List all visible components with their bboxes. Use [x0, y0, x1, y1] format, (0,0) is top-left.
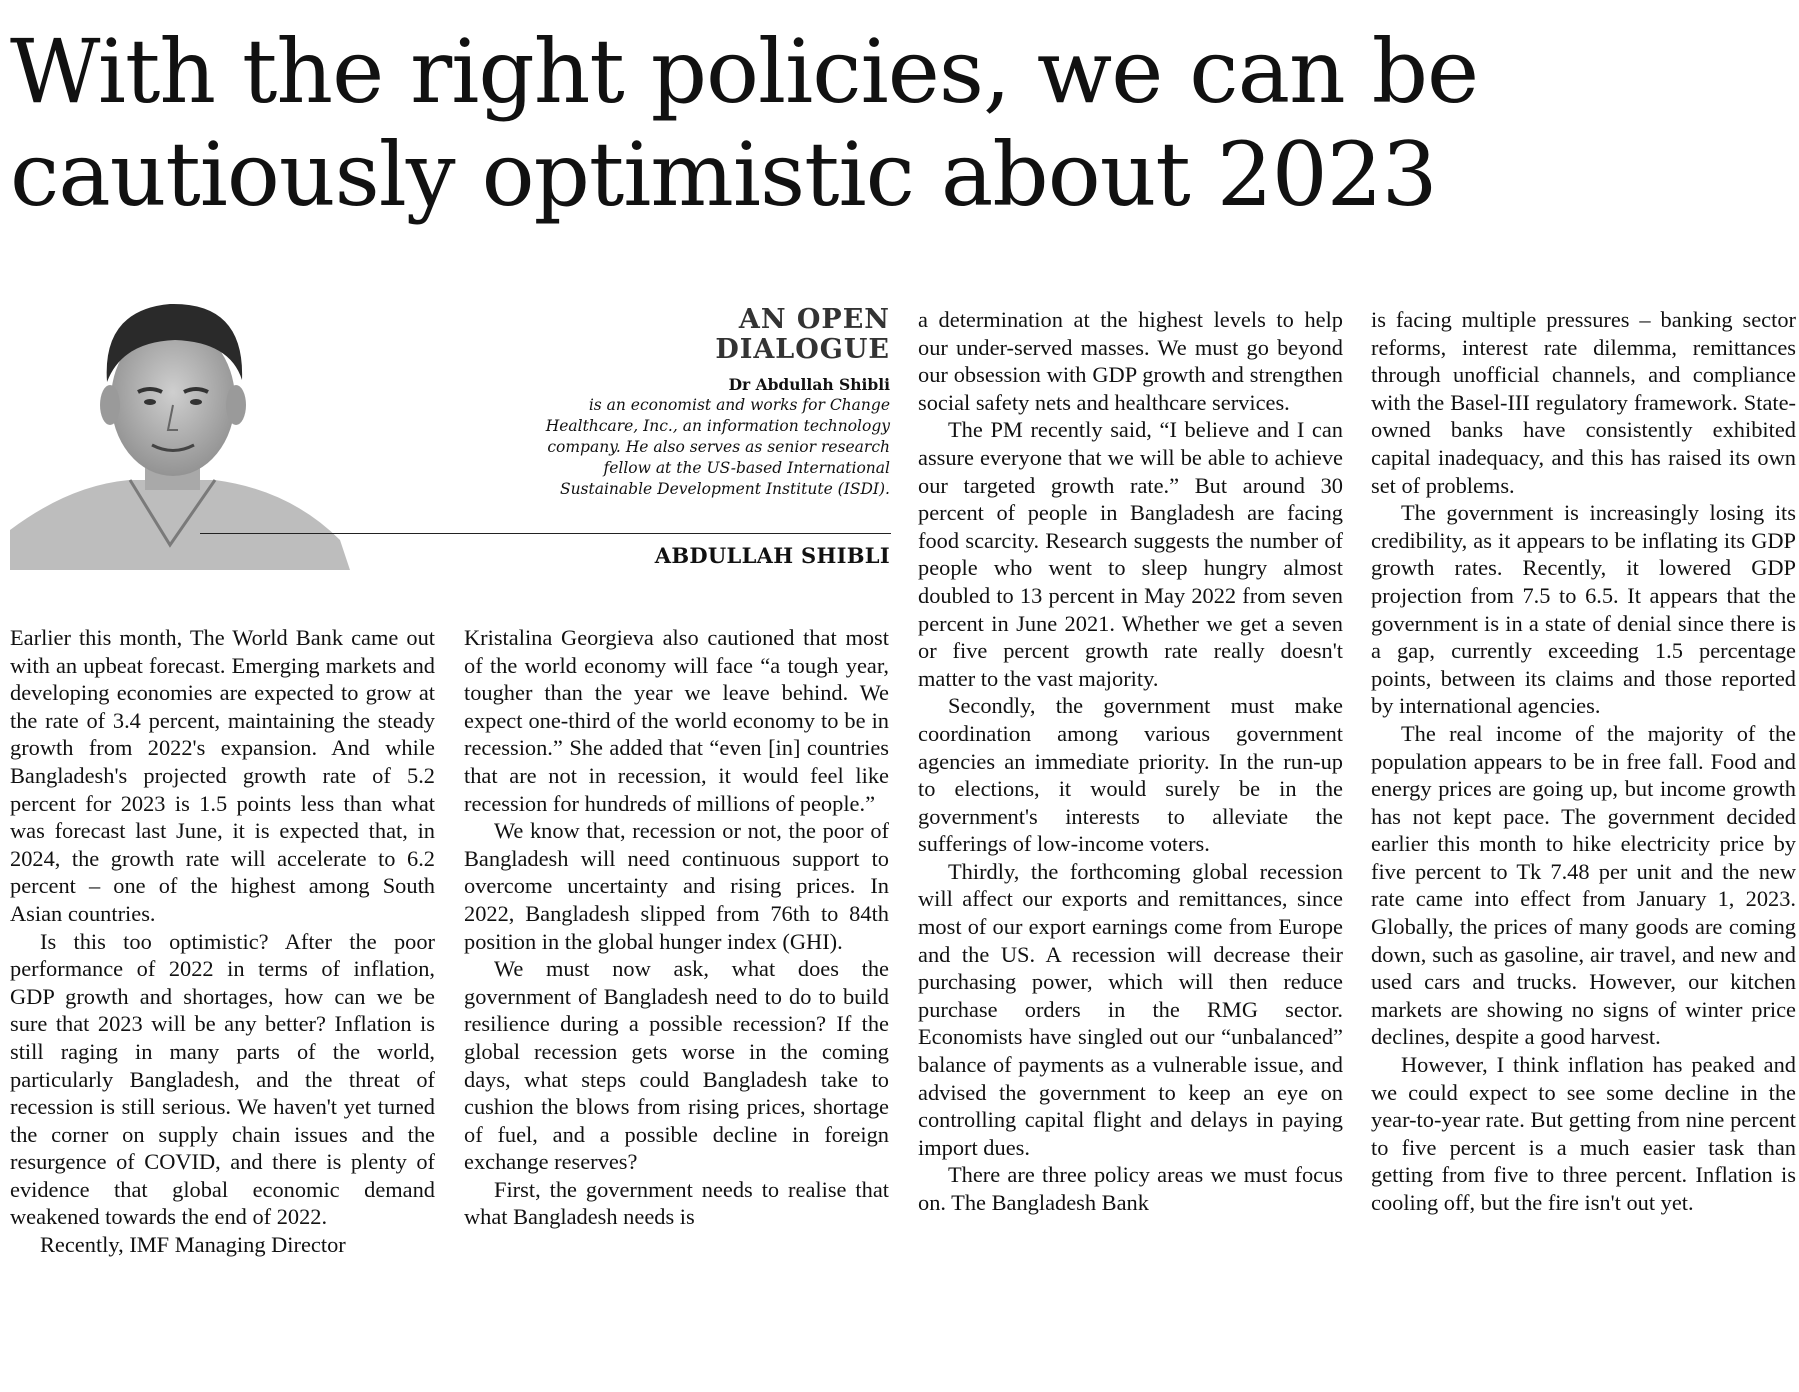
- paragraph: Kristalina Georgieva also cautioned that most of the world economy will face “a tough year, tougher than the year we leave behind. We expect one-third of the world economy to be in recession.” She added that “even [in] countries that are not in recession, it would feel like recession for hundreds of millions of people.”: [464, 625, 889, 816]
- paragraph: There are three policy areas we must focus on. The Bangladesh Bank: [918, 1162, 1343, 1215]
- author-info: [470, 305, 890, 500]
- author-bio-line: Healthcare, Inc., an information technology: [545, 417, 890, 435]
- column-name-line-2: DIALOGUE: [715, 334, 890, 365]
- headline: [10, 20, 1790, 226]
- paragraph: We must now ask, what does the government of Bangladesh need to do to build resilience during a possible recession? If the global recession gets worse in the coming days, what steps could Bangladesh take to cushion the blows from rising prices, shortage of fuel, and a possible decline in foreign exchange reserves?: [464, 956, 889, 1175]
- column-name-line-1: AN OPEN: [738, 304, 890, 335]
- paragraph: Earlier this month, The World Bank came out with an upbeat forecast. Emerging markets and developing economies are expected to grow at the rate of 3.4 percent, maintaining the steady growth from 2022's expansion. And while Bangladesh's projected growth rate of 5.2 percent for 2023 is 1.5 points less than what was forecast last June, it is expected that, in 2024, the growth rate will accelerate to 6.2 percent – one of the highest among South Asian countries.: [10, 625, 435, 926]
- paragraph: The government is increasingly losing its credibility, as it appears to be inflating its GDP growth rates. Recently, it lowered GDP projection from 7.5 to 6.5. It appears that the government is in a state of denial since there is a gap, currently exceeding 1.5 percentage points, between its claims and those reported by international agencies.: [1371, 500, 1796, 719]
- paragraph: However, I think inflation has peaked and we could expect to see some decline in the year-to-year rate. But getting from nine percent to five percent is a much easier task than getting from five to three percent. Inflation is cooling off, but the fire isn't out yet.: [1371, 1052, 1796, 1215]
- article-column-1: [10, 624, 435, 1259]
- paragraph: a determination at the highest levels to help our under-served masses. We must go beyond our obsession with GDP growth and strengthen social safety nets and healthcare services.: [918, 307, 1343, 415]
- author-bio-line: fellow at the US-based International: [603, 459, 890, 477]
- headline-line-2: cautiously optimistic about 2023: [10, 123, 1437, 226]
- article-column-2: [464, 624, 889, 1231]
- author-bio: [470, 395, 890, 500]
- author-bio-line: Sustainable Development Institute (ISDI).: [559, 480, 890, 498]
- author-bio-line: company. He also serves as senior research: [547, 438, 890, 456]
- paragraph: The real income of the majority of the population appears to be in free fall. Food and energy prices are going up, but income growth has not kept pace. The government decided earlier this month to hike electricity price by five percent to Tk 7.48 per unit and the new rate came into effect from January 1, 2023. Globally, the prices of many goods are coming down, such as gasoline, air travel, and new and used cars and trucks. However, our kitchen markets are showing no signs of winter price declines, despite a good harvest.: [1371, 720, 1796, 1050]
- author-photo: [10, 290, 350, 570]
- paragraph: Thirdly, the forthcoming global recession will affect our exports and remittances, since most of our export earnings come from Europe and the US. A recession will decrease their purchasing power, which will then reduce purchase orders in the RMG sector. Economists have singled out our “unbalanced” balance of payments as a vulnerable issue, and advised the government to keep an eye on controlling capital flight and delays in paying import dues.: [918, 858, 1343, 1160]
- paragraph: is facing multiple pressures – banking sector reforms, interest rate dilemma, remittances through unofficial channels, and compliance with the Basel-III regulatory framework. State-owned banks have consistently exhibited capital inadequacy, and this has raised its own set of problems.: [1371, 307, 1796, 498]
- paragraph: First, the government needs to realise that what Bangladesh needs is: [464, 1176, 889, 1230]
- article-column-3: [918, 306, 1343, 1217]
- paragraph: Is this too optimistic? After the poor performance of 2022 in terms of inflation, GDP growth and shortages, how can we be sure that 2023 will be any better? Inflation is still raging in many parts of the world, particularly Bangladesh, and the threat of recession is still serious. We haven't yet turned the corner on supply chain issues and the resurgence of COVID, and there is plenty of evidence that global economic demand weakened towards the end of 2022.: [10, 928, 435, 1230]
- paragraph: The PM recently said, “I believe and I can assure everyone that we will be able to achieve our targeted growth rate.” But around 30 percent of people in Bangladesh are facing food scarcity. Research suggests the number of people who went to sleep hungry almost doubled to 13 percent in May 2022 from seven percent in June 2021. Whether we get a seven or five percent growth rate really doesn't matter to the vast majority.: [918, 417, 1343, 691]
- column-name: [470, 305, 890, 365]
- byline: ABDULLAH SHIBLI: [654, 543, 890, 568]
- paragraph: Secondly, the government must make coordination among various government agencies an immediate priority. In the run-up to elections, it would surely be in the government's interests to alleviate the sufferings of low-income voters.: [918, 693, 1343, 857]
- article-column-4: [1371, 306, 1796, 1217]
- byline-divider: [200, 533, 891, 534]
- headline-line-1: With the right policies, we can be: [10, 20, 1479, 123]
- author-bio-line: is an economist and works for Change: [588, 396, 890, 414]
- paragraph: Recently, IMF Managing Director: [40, 1232, 346, 1258]
- author-name: Dr Abdullah Shibli: [728, 375, 890, 394]
- paragraph: We know that, recession or not, the poor of Bangladesh will need continuous support to overcome uncertainty and rising prices. In 2022, Bangladesh slipped from 76th to 84th position in the global hunger index (GHI).: [464, 818, 889, 954]
